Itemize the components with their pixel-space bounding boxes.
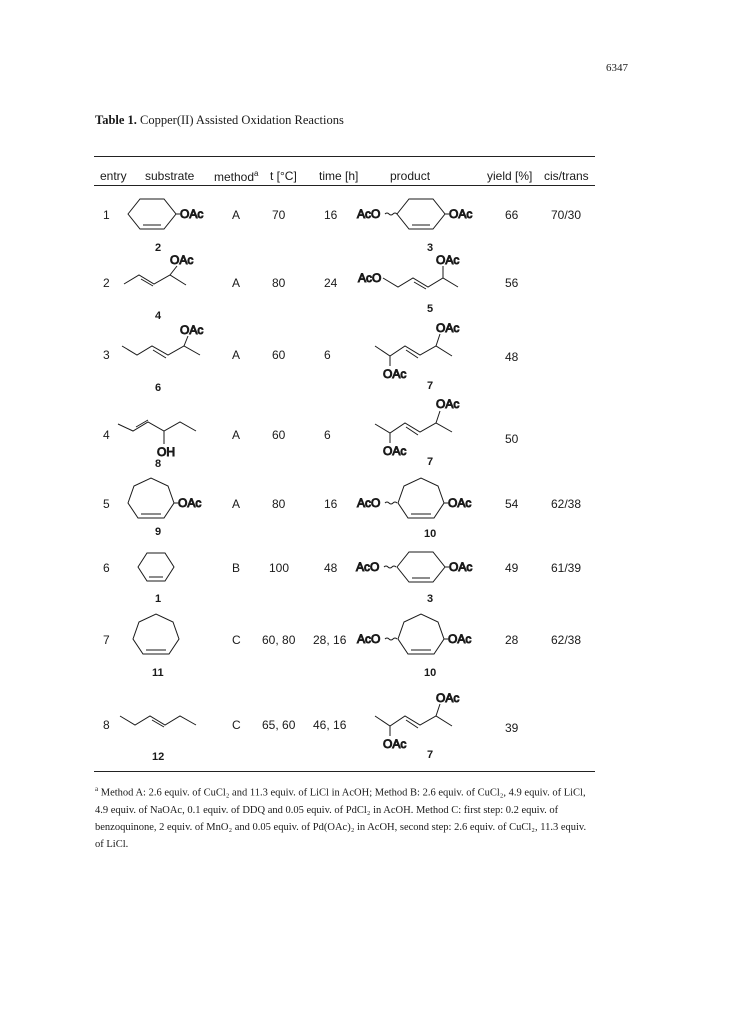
row-6-entry: 6 bbox=[103, 561, 110, 575]
row-8-yield: 39 bbox=[505, 721, 519, 735]
footnote-text: Method A: 2.6 equiv. of CuCl₂ and 11.3 equiv. of LiCl in AcOH; Method B: 2.6 equiv. of CuCl₂, 4.9 equiv. of LiCl, 4.9 equiv. of NaOAc, 0.1 equiv. of DDQ and 0.05 equiv. of PdCl₂ in AcOH. Method C: first step: 0.2 equiv. of benzoquinone, 2 equiv. of MnO₂ and 0.05 equiv. of Pd(OAc)₂ in AcOH, second step: 2.6 equiv. of CuCl₂, 11.3 equiv. of LiCl. bbox=[95, 787, 587, 850]
substrate-structure-12 bbox=[120, 716, 196, 727]
substrate-structure-11 bbox=[133, 614, 179, 654]
oac-label: OAc bbox=[436, 691, 460, 705]
aco-label: AcO bbox=[357, 207, 381, 221]
row-1-entry: 1 bbox=[103, 208, 110, 222]
compound-number: 7 bbox=[427, 380, 434, 392]
oac-label: OAc bbox=[436, 253, 460, 267]
oac-label: OAc bbox=[180, 323, 204, 337]
row-2-yield: 56 bbox=[505, 276, 519, 290]
substrate-structure-1 bbox=[138, 553, 174, 581]
row-3-yield: 48 bbox=[505, 350, 519, 364]
row-1-temp: 70 bbox=[272, 208, 286, 222]
compound-number: 1 bbox=[155, 593, 162, 605]
header-method-sup: a bbox=[254, 169, 259, 178]
substrate-structure-6 bbox=[122, 323, 203, 358]
header-method-text: method bbox=[214, 170, 255, 184]
oac-label: OAc bbox=[449, 560, 473, 574]
product-structure-7 bbox=[375, 321, 459, 381]
compound-number: 2 bbox=[155, 242, 162, 254]
row-2-temp: 80 bbox=[272, 276, 286, 290]
row-4-entry: 4 bbox=[103, 428, 110, 442]
oac-label: OAc bbox=[449, 207, 473, 221]
oac-label: OAc bbox=[436, 321, 460, 335]
row-1-time: 16 bbox=[324, 208, 338, 222]
compound-number: 12 bbox=[152, 751, 165, 763]
row-8-time: 46, 16 bbox=[313, 718, 347, 732]
product-structure-3b bbox=[356, 552, 472, 582]
table-caption-title: Copper(II) Assisted Oxidation Reactions bbox=[140, 113, 344, 127]
aco-label: AcO bbox=[356, 560, 380, 574]
row-2-time: 24 bbox=[324, 276, 338, 290]
compound-number: 10 bbox=[424, 667, 437, 679]
row-6-time: 48 bbox=[324, 561, 338, 575]
row-2-entry: 2 bbox=[103, 276, 110, 290]
row-3-time: 6 bbox=[324, 348, 331, 362]
compound-number: 8 bbox=[155, 458, 162, 470]
oac-label: OAc bbox=[383, 737, 407, 751]
substrate-structure-9 bbox=[128, 478, 201, 518]
row-3-entry: 3 bbox=[103, 348, 110, 362]
row-3-method: A bbox=[232, 348, 241, 362]
compound-number: 7 bbox=[427, 456, 434, 468]
row-7-cis-trans: 62/38 bbox=[551, 633, 582, 647]
aco-label: AcO bbox=[358, 271, 382, 285]
page-number: 6347 bbox=[606, 62, 628, 74]
footnote-marker: a bbox=[95, 785, 99, 793]
compound-number: 10 bbox=[424, 528, 437, 540]
row-5-cis-trans: 62/38 bbox=[551, 497, 582, 511]
header-temp: t [°C] bbox=[270, 169, 297, 183]
row-4-method: A bbox=[232, 428, 241, 442]
table-caption-label: Table 1. bbox=[95, 113, 137, 127]
oac-label: OAc bbox=[448, 632, 472, 646]
compound-number: 9 bbox=[155, 526, 162, 538]
row-1-cis-trans: 70/30 bbox=[551, 208, 582, 222]
row-1-yield: 66 bbox=[505, 208, 519, 222]
oac-label: OAc bbox=[180, 207, 204, 221]
row-2-method: A bbox=[232, 276, 241, 290]
row-5-yield: 54 bbox=[505, 497, 519, 511]
row-6-method: B bbox=[232, 561, 241, 575]
row-6-yield: 49 bbox=[505, 561, 519, 575]
row-7-time: 28, 16 bbox=[313, 633, 347, 647]
compound-number: 5 bbox=[427, 303, 434, 315]
header-substrate: substrate bbox=[145, 169, 195, 183]
row-6-temp: 100 bbox=[269, 561, 290, 575]
substrate-structure-2 bbox=[128, 199, 203, 229]
oac-label: OAc bbox=[170, 253, 194, 267]
oh-label: OH bbox=[157, 445, 175, 459]
row-7-entry: 7 bbox=[103, 633, 110, 647]
row-8-entry: 8 bbox=[103, 718, 110, 732]
substrate-structure-4 bbox=[124, 253, 193, 286]
substrate-structure-8 bbox=[118, 420, 196, 459]
compound-number: 4 bbox=[155, 310, 162, 322]
oac-label: OAc bbox=[383, 444, 407, 458]
row-5-method: A bbox=[232, 497, 241, 511]
row-4-time: 6 bbox=[324, 428, 331, 442]
header-entry: entry bbox=[100, 169, 127, 183]
aco-label: AcO bbox=[357, 496, 381, 510]
compound-number: 3 bbox=[427, 242, 434, 254]
aco-label: AcO bbox=[357, 632, 381, 646]
compound-number: 6 bbox=[155, 382, 162, 394]
row-6-cis-trans: 61/39 bbox=[551, 561, 582, 575]
product-structure-7c bbox=[375, 691, 459, 751]
row-5-time: 16 bbox=[324, 497, 338, 511]
product-structure-10b bbox=[357, 614, 471, 654]
oac-label: OAc bbox=[436, 397, 460, 411]
oac-label: OAc bbox=[383, 367, 407, 381]
row-7-yield: 28 bbox=[505, 633, 519, 647]
oac-label: OAc bbox=[448, 496, 472, 510]
row-7-temp: 60, 80 bbox=[262, 633, 296, 647]
row-5-temp: 80 bbox=[272, 497, 286, 511]
table-footnote bbox=[95, 781, 595, 853]
row-8-method: C bbox=[232, 718, 241, 732]
product-structure-7b bbox=[375, 397, 459, 458]
header-yield: yield [%] bbox=[487, 169, 533, 183]
product-structure-5 bbox=[358, 253, 459, 289]
row-5-entry: 5 bbox=[103, 497, 110, 511]
row-7-method: C bbox=[232, 633, 241, 647]
header-time: time [h] bbox=[319, 169, 359, 183]
row-1-method: A bbox=[232, 208, 241, 222]
header-cis-trans: cis/trans bbox=[544, 169, 589, 183]
row-4-yield: 50 bbox=[505, 432, 519, 446]
row-4-temp: 60 bbox=[272, 428, 286, 442]
row-3-temp: 60 bbox=[272, 348, 286, 362]
header-product: product bbox=[390, 169, 431, 183]
product-structure-3 bbox=[357, 199, 472, 229]
product-structure-10 bbox=[357, 478, 471, 518]
compound-number: 11 bbox=[152, 667, 164, 679]
compound-number: 7 bbox=[427, 749, 434, 761]
row-8-temp: 65, 60 bbox=[262, 718, 296, 732]
oac-label: OAc bbox=[178, 496, 202, 510]
compound-number: 3 bbox=[427, 593, 434, 605]
